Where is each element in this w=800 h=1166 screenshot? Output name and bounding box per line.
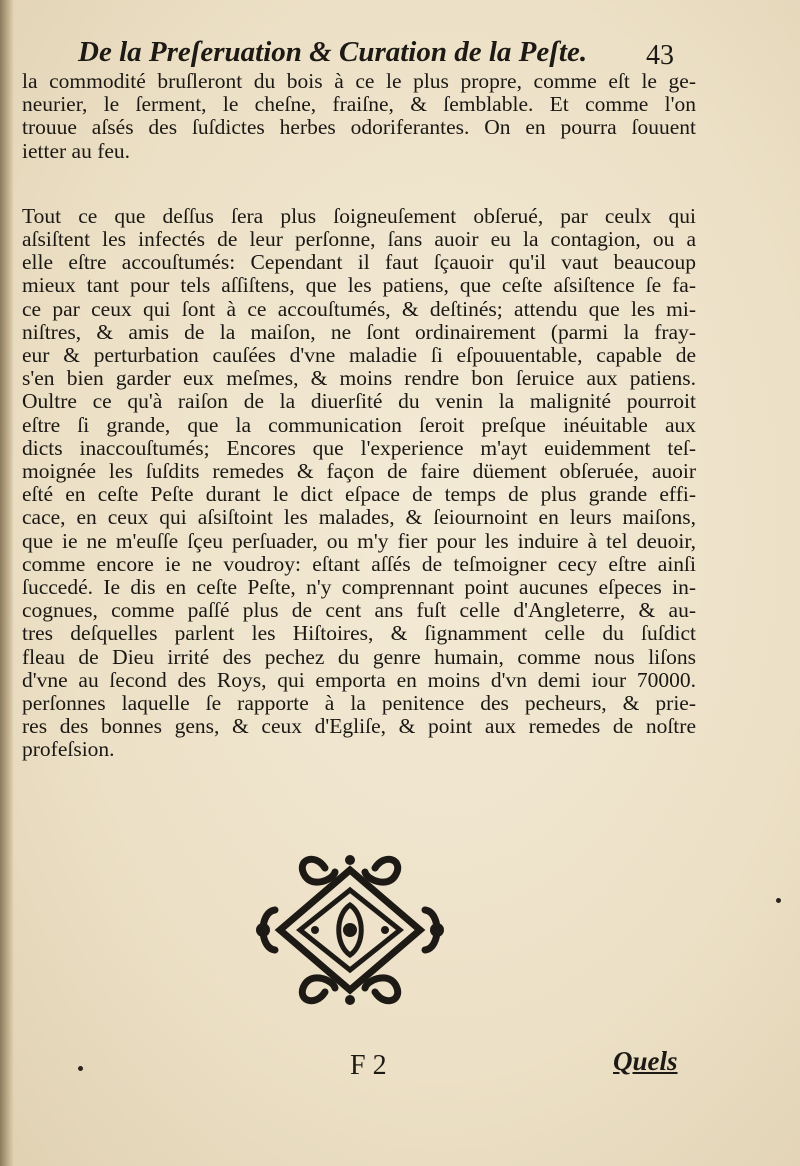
text-line: d'vne au ſecond des Roys, qui emporta en moins d'vn demi iour 70000. [22, 667, 696, 692]
text-line: la commodité bruſleront du bois à ce le plus propre, comme eſt le ge- [22, 69, 696, 93]
text-line: que ie ne m'euſſe ſçeu perſuader, ou m'y fier pour les induire à tel deuoir, [22, 528, 696, 553]
ink-speck [776, 898, 781, 903]
page-number: 43 [646, 40, 674, 71]
text-line: elle eſtre accouſtumés: Cependant il faut ſçauoir qu'il vaut beaucoup [22, 250, 696, 275]
text-line: ſuccedé. Ie dis en ceſte Peſte, n'y comprennant point aucunes eſpeces in- [22, 575, 696, 600]
paragraph [22, 70, 696, 163]
text-line: eſtre ſi grande, que la communication ſeroit preſque inéuitable aux [22, 412, 696, 437]
text-line: eſté en ceſte Peſte durant le dict eſpace de temps de plus grande effi- [22, 482, 696, 507]
running-head: De la Preſeruation & Curation de la Peſte. [78, 36, 588, 68]
text-line: eur & perturbation cauſées d'vne maladie ſi eſpouuentable, capable de [22, 343, 696, 368]
text-line: cognues, comme paſſé plus de cent ans fuſt celle d'Angleterre, & au- [22, 598, 696, 623]
signature-mark: F 2 [350, 1050, 387, 1081]
binding-gutter [0, 0, 14, 1166]
fleuron-ornament [255, 850, 445, 1010]
text-line: ietter au feu. [22, 138, 131, 163]
text-line: comme encore ie ne voudroy: eſtant aſſés de teſmoigner cecy eſtre ainſi [22, 551, 696, 576]
text-line: s'en bien garder eux meſmes, & moins rendre bon ſeruice aux patiens. [22, 366, 696, 391]
text-line: res des bonnes gens, & ceux d'Egliſe, & point aux remedes de noſtre [22, 714, 696, 739]
text-block [22, 70, 696, 762]
catchword: Quels [613, 1046, 678, 1076]
text-line: Tout ce que deſſus ſera plus ſoigneuſement obſerué, par ceulx qui [22, 203, 696, 228]
text-line: aſsiſtent les infectés de leur perſonne, ſans auoir eu la contagion, ou a [22, 227, 696, 252]
text-line: tres deſquelles parlent les Hiſtoires, & ſignamment celle du ſuſdict [22, 621, 696, 646]
text-line: niſtres, & amis de la maiſon, ne ſont ordinairement (parmi la fray- [22, 319, 696, 344]
text-line: ce par ceux qui ſont à ce accouſtumés, & deſtinés; attendu que les mi- [22, 296, 696, 321]
paragraph [22, 205, 696, 762]
text-line: fleau de Dieu irrité des pechez du genre humain, comme nous liſons [22, 644, 696, 669]
text-line: profeſsion. [22, 737, 115, 762]
ink-speck [78, 1066, 83, 1071]
text-line: Oultre ce qu'à raiſon de la diuerſité du venin la malignité pourroit [22, 389, 696, 414]
text-line: dicts inaccouſtumés; Encores que l'experience m'ayt euidemment teſ- [22, 435, 696, 460]
paragraph-gap [22, 163, 696, 205]
text-line: moignée les ſuſdits remedes & façon de faire düement obſeruée, auoir [22, 459, 696, 484]
text-line: cace, en ceux qui aſsiſtoint les malades, & ſeiournoint en leurs maiſons, [22, 505, 696, 530]
text-line: mieux tant pour tels aſſiſtens, que les patiens, que ceſte aſsiſtence ſe fa- [22, 273, 696, 298]
text-line: perſonnes laquelle ſe rapporte à la penitence des pecheurs, & prie- [22, 691, 696, 716]
text-line: neurier, le ſerment, le cheſne, fraiſne, & ſemblable. Et comme l'on [22, 92, 696, 117]
text-line: trouue aſsés des ſuſdictes herbes odoriferantes. On en pourra ſouuent [22, 115, 696, 140]
